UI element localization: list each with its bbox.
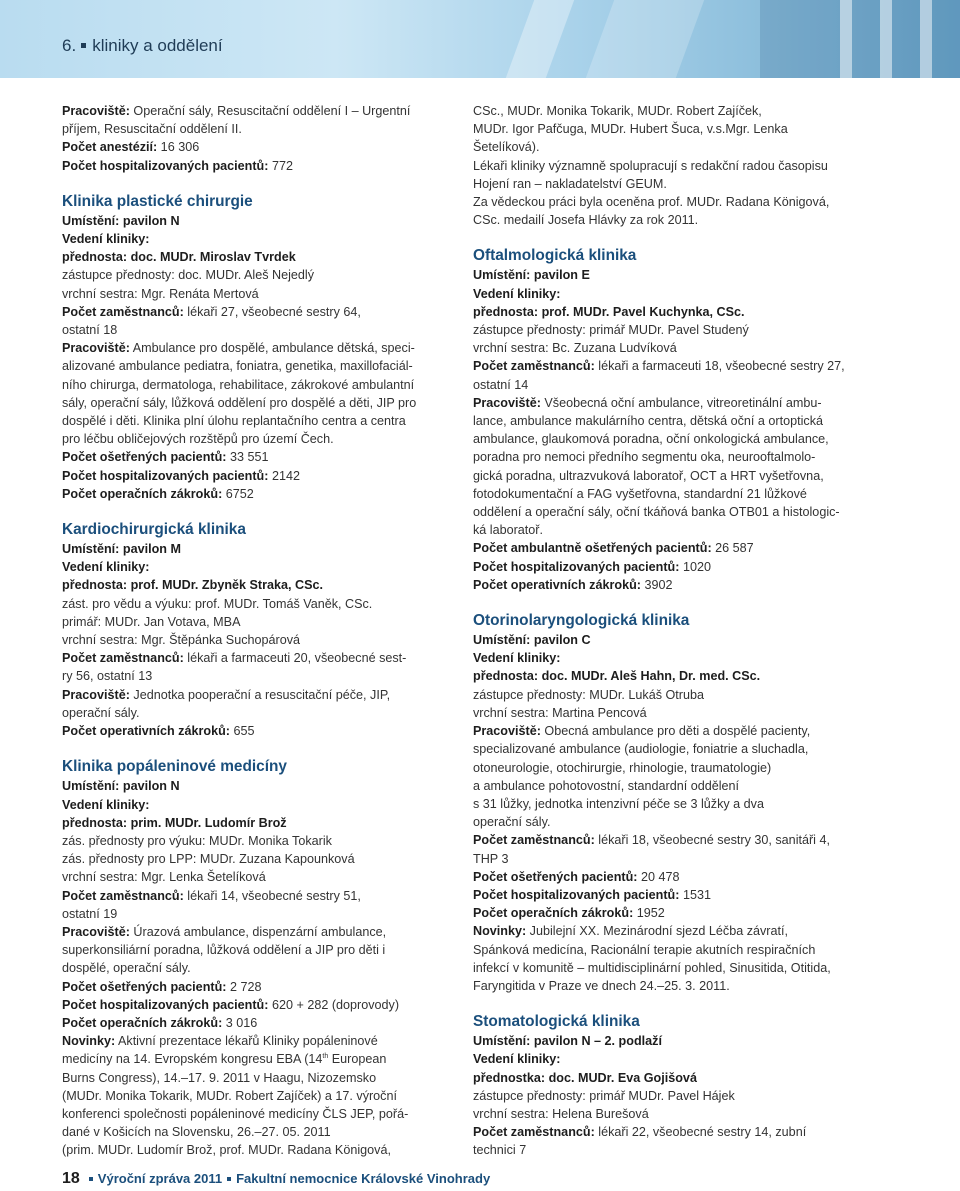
text-line [473,321,868,339]
text-line [473,576,868,594]
text-line [473,941,868,959]
text-line [473,831,868,849]
field-value: Obecná ambulance pro děti a dospělé pacienty, [540,724,811,739]
text-line [62,941,440,959]
text-line [473,539,868,557]
field-label: Počet ošetřených pacientů: [62,979,227,994]
field-label: Pracoviště: [62,341,130,356]
text-line: (MUDr. Monika Tokarik, MUDr. Robert Zajíček) a 17. výroční [62,1088,397,1103]
field-value: a ambulance pohotovostní, standardní oddělení [473,778,740,793]
text-line: CSc. medailí Josefa Hlávky za rok 2011. [473,213,699,228]
text-line [62,796,440,814]
field-value: 3 016 [222,1015,258,1030]
field-value: Ambulance pro dospělé, ambulance dětská, speci- [129,341,415,356]
field-value: operační sály. [62,705,140,720]
field-value: superkonsiliární poradna, lůžková oddělení a JIP pro děti i [62,943,386,958]
text-line [62,558,440,576]
text-line [62,157,440,175]
text-line [62,868,440,886]
text-line [473,868,868,886]
field-value: lékaři 27, všeobecné sestry 64, [183,304,361,319]
field-value: zás. přednosty pro výuku: MUDr. Monika Tokarik [62,833,332,848]
text-fragment: European [328,1052,387,1067]
field-label: Pracoviště: [62,687,130,702]
text-line [473,394,868,412]
field-value: sály, operační sály, lůžková oddělení pro dospělé a děti, JIP pro [62,395,417,410]
field-value: vrchní sestra: Martina Pencová [473,705,647,720]
field-value: ostatní 14 [473,377,529,392]
field-value: infekcí v komunitě – multidisciplinární pohled, Sinusitida, Otitida, [473,960,831,975]
field-label: přednostka: doc. MUDr. Eva Gojišová [473,1070,697,1085]
field-label: Počet zaměstnanců: [473,359,595,374]
header-photo-stripe [506,0,574,78]
field-label: Umístění: pavilon E [473,268,590,283]
field-value: 772 [268,158,293,173]
field-value: příjem, Resuscitační oddělení II. [62,122,242,137]
text-line [62,959,440,977]
section-title-stomatology: Stomatologická klinika [473,1013,640,1031]
text-line [473,722,868,740]
text-line [473,1032,868,1050]
field-value: poradna pro nemoci předního segmentu oka, neurooftalmolo- [473,450,816,465]
field-value: lékaři 18, všeobecné sestry 30, sanitáři 4, [594,833,830,848]
text-line: MUDr. Igor Pafčuga, MUDr. Hubert Šuca, v.s.Mgr. Lenka [473,122,788,137]
field-value: THP 3 [473,851,509,866]
text-line [62,1050,440,1068]
field-value: 6752 [222,486,254,501]
field-value: vrchní sestra: Mgr. Lenka Šetelíková [62,870,266,885]
text-line [473,704,868,722]
field-value: lékaři a farmaceuti 20, všeobecné sest- [183,651,407,666]
text-line: (prim. MUDr. Ludomír Brož, prof. MUDr. Radana Königová, [62,1143,391,1158]
text-line [62,1014,440,1032]
field-label: Umístění: pavilon M [62,542,181,557]
text-line [473,795,868,813]
text-line [62,686,440,704]
header-photo-stripe [880,0,892,78]
field-value: zástupce přednosty: primář MUDr. Pavel Studený [473,323,749,338]
text-line: Hojení ran – nakladatelství GEUM. [473,176,667,191]
field-label: Pracoviště: [62,104,130,118]
text-line [473,521,868,539]
field-label: Počet zaměstnanců: [62,304,184,319]
text-line [62,120,440,138]
field-value: Operační sály, Resuscitační oddělení I – Urgentní [129,104,411,118]
field-value: 26 587 [711,541,754,556]
field-value: operační sály. [473,815,551,830]
text-line [62,376,440,394]
burn-medicine-tail [62,1069,440,1160]
text-line [62,448,440,466]
field-label: Počet operačních zákroků: [62,1015,223,1030]
section-title-otorhinolaryngology: Otorinolaryngologická klinika [473,612,690,630]
field-label: Počet zaměstnanců: [473,833,595,848]
text-line [473,467,868,485]
text-line [473,850,868,868]
section-title-burn-medicine: Klinika popáleninové medicíny [62,758,287,776]
text-line [62,266,440,284]
plastic-surgery-block [62,212,440,503]
field-value: 1531 [679,887,711,902]
field-value: Faryngitida v Praze ve dnech 24.–25. 3. 2011. [473,978,730,993]
text-line [62,412,440,430]
field-value: ry 56, ostatní 13 [62,669,153,684]
field-label: Počet hospitalizovaných pacientů: [62,468,269,483]
cardiac-surgery-block [62,540,440,740]
text-line [62,430,440,448]
text-line [473,649,868,667]
field-label: Umístění: pavilon N [62,779,180,794]
field-value: lance, ambulance makulárního centra, dětská oční a ortoptická [473,414,824,429]
text-line [62,777,440,795]
field-value: Jednotka pooperační a resuscitační péče, JIP, [129,687,391,702]
chapter-number: 6. [62,36,77,55]
field-value: dospělé, operační sály. [62,961,191,976]
field-value: gická poradna, ultrazvuková laboratoř, OCT a HRT vyšetřovna, [473,468,824,483]
footer-publication: Výroční zpráva 2011 [97,1171,223,1186]
text-line [62,667,440,685]
field-label: Počet hospitalizovaných pacientů: [62,997,269,1012]
superscript: th [322,1053,329,1061]
field-label: Počet anestézií: [62,140,158,155]
field-label: Počet zaměstnanců: [62,651,184,666]
field-value: zástupce přednosty: doc. MUDr. Aleš Nejedlý [62,268,314,283]
field-label: Umístění: pavilon C [473,633,591,648]
stomatology-block [473,1032,868,1159]
header-photo-stripe [920,0,932,78]
field-label: Vedení kliniky: [62,560,150,575]
field-label: Počet ošetřených pacientů: [62,450,227,465]
text-line [62,540,440,558]
text-line [62,996,440,1014]
text-line [62,303,440,321]
text-line [62,357,440,375]
field-value: 3902 [640,577,673,592]
text-line [62,923,440,941]
text-line [62,595,440,613]
field-label: Umístění: pavilon N – 2. podlaží [473,1034,662,1049]
text-line [62,1032,440,1050]
text-line [62,576,440,594]
footer-hospital: Fakultní nemocnice Královské Vinohrady [236,1171,491,1186]
field-value: 655 [229,724,255,739]
field-value: Všeobecná oční ambulance, vitreoretinální ambu- [540,395,822,410]
field-value: vrchní sestra: Helena Burešová [473,1106,649,1121]
right-column [473,102,868,1160]
field-label: Vedení kliniky: [473,1052,561,1067]
field-label: Počet operačních zákroků: [62,486,223,501]
text-line [62,248,440,266]
field-value: Jubilejní XX. Mezinárodní sjezd Léčba závratí, [526,924,788,939]
field-value: ambulance, glaukomová poradna, oční onkologická ambulance, [473,432,829,447]
field-value: Úrazová ambulance, dispenzární ambulance, [129,924,387,939]
text-line [473,503,868,521]
burn-medicine-block [62,777,440,1050]
bullet-square-icon [227,1177,231,1181]
bullet-square-icon [89,1177,93,1181]
text-line [62,832,440,850]
field-value: 1020 [679,559,711,574]
field-label: přednosta: doc. MUDr. Aleš Hahn, Dr. med. CSc. [473,669,761,684]
field-value: Aktivní prezentace lékařů Kliniky popáleninové [115,1034,378,1049]
field-label: Počet operativních zákroků: [62,724,230,739]
field-label: Počet zaměstnanců: [473,1125,595,1140]
otorhinolaryngology-block [473,631,868,995]
text-line [473,977,868,995]
text-line: Burns Congress), 14.–17. 9. 2011 v Haagu, Nizozemsko [62,1070,377,1085]
left-column [62,102,440,1160]
field-value: zástupce přednosty: MUDr. Lukáš Otruba [473,687,704,702]
field-label: přednosta: prim. MUDr. Ludomír Brož [62,815,287,830]
field-value: 16 306 [157,140,200,155]
field-value: fotodokumentační a FAG vyšetřovna, standardní 21 lůžkové [473,486,807,501]
text-line [473,339,868,357]
text-line [62,631,440,649]
text-line [62,613,440,631]
text-line [62,285,440,303]
field-value: vrchní sestra: Bc. Zuzana Ludvíková [473,341,677,356]
text-line [62,394,440,412]
field-label: přednosta: prof. MUDr. Zbyněk Straka, CSc. [62,578,324,593]
text-line [473,759,868,777]
field-value: vrchní sestra: Mgr. Renáta Mertová [62,286,259,301]
intro-block [62,102,440,175]
text-line [473,1123,868,1141]
field-value: zástupce přednosty: primář MUDr. Pavel Hájek [473,1088,735,1103]
field-value: Spánková medicína, Racionální terapie akutních respiračních [473,942,816,957]
text-line [62,467,440,485]
field-label: Novinky: [473,924,527,939]
field-value: 1952 [633,906,665,921]
field-label: Počet hospitalizovaných pacientů: [473,887,680,902]
text-line: Lékaři kliniky významně spolupracují s redakční radou časopisu [473,158,828,173]
text-line [62,722,440,740]
field-value: ostatní 18 [62,323,118,338]
field-value: vrchní sestra: Mgr. Štěpánka Suchopárová [62,633,301,648]
text-line [473,904,868,922]
field-label: Počet ambulantně ošetřených pacientů: [473,541,712,556]
text-line [62,230,440,248]
text-line [62,978,440,996]
text-line: konferenci společnosti popáleninové medicíny ČLS JEP, pořá- [62,1106,409,1121]
field-value: specializované ambulance (audiologie, foniatrie a sluchadla, [473,742,809,757]
section-title-ophthalmology: Oftalmologická klinika [473,247,637,265]
field-value: alizované ambulance pediatra, foniatra, genetika, maxillofaciál- [62,359,413,374]
text-line [62,485,440,503]
field-value: zás. přednosty pro LPP: MUDr. Zuzana Kapounková [62,852,355,867]
field-value: technici 7 [473,1143,527,1158]
text-line [62,321,440,339]
field-label: Počet operačních zákroků: [473,906,634,921]
field-label: Vedení kliniky: [473,286,561,301]
field-value: s 31 lůžky, jednotka intenzivní péče se 3 lůžky a dva [473,796,764,811]
text-line [473,1069,868,1087]
field-value: dospělé i děti. Klinika plní úlohu replantačního centra a centra [62,414,406,429]
field-value: 33 551 [226,450,269,465]
field-label: Vedení kliniky: [62,232,150,247]
field-value: zást. pro vědu a výuku: prof. MUDr. Tomáš Vaněk, CSc. [62,596,373,611]
bullet-square-icon [81,43,86,48]
field-label: Počet hospitalizovaných pacientů: [62,158,269,173]
text-line [473,558,868,576]
field-label: Počet ošetřených pacientů: [473,869,638,884]
field-value: ká laboratoř. [473,523,544,538]
text-line: Za vědeckou práci byla oceněna prof. MUDr. Radana Königová, [473,195,830,210]
text-line [62,212,440,230]
field-label: Vedení kliniky: [62,797,150,812]
field-label: Pracoviště: [62,924,130,939]
field-label: Pracoviště: [473,395,541,410]
text-line [473,285,868,303]
text-line [62,339,440,357]
text-line [473,376,868,394]
text-line [473,886,868,904]
text-line [62,887,440,905]
text-line [473,922,868,940]
text-line [473,777,868,795]
field-value: oddělení a operační sály, oční tkáňová banka OTB01 a histologic- [473,505,840,520]
field-label: Počet hospitalizovaných pacientů: [473,559,680,574]
field-label: Počet zaměstnanců: [62,888,184,903]
field-value: 20 478 [637,869,680,884]
text-line [473,430,868,448]
text-line [473,1087,868,1105]
field-label: přednosta: prof. MUDr. Pavel Kuchynka, CSc. [473,304,745,319]
text-line: CSc., MUDr. Monika Tokarik, MUDr. Robert Zajíček, [473,104,762,118]
text-line [473,485,868,503]
field-label: Vedení kliniky: [473,651,561,666]
text-line [62,704,440,722]
field-value: otoneurologie, otochirurgie, rhinologie, traumatologie) [473,760,772,775]
text-line [62,814,440,832]
text-line [473,1105,868,1123]
field-value: primář: MUDr. Jan Votava, MBA [62,614,241,629]
field-value: 620 + 282 (doprovody) [268,997,400,1012]
header-photo-stripe [586,0,704,78]
text-line [473,740,868,758]
field-value: ního chirurga, dermatologa, rehabilitace, zákrokové ambulantní [62,377,415,392]
field-label: Umístění: pavilon N [62,213,180,228]
field-label: Pracoviště: [473,724,541,739]
field-value: lékaři 22, všeobecné sestry 14, zubní [594,1125,807,1140]
text-line [473,667,868,685]
field-value: 2 728 [226,979,262,994]
text-line [473,959,868,977]
text-line [62,649,440,667]
text-fragment: medicíny na 14. Evropském kongresu EBA (14 [62,1052,323,1067]
field-value: 2142 [268,468,300,483]
field-value: ostatní 19 [62,906,118,921]
text-line: dané v Košicích na Slovensku, 26.–27. 05. 2011 [62,1125,331,1140]
text-line [473,686,868,704]
field-value: lékaři 14, všeobecné sestry 51, [183,888,361,903]
text-line [473,357,868,375]
burn-continuation-block [473,102,868,229]
text-line [473,813,868,831]
page-footer [62,1170,490,1188]
ophthalmology-block [473,266,868,594]
text-line [473,1141,868,1159]
section-title-cardiac-surgery: Kardiochirurgická klinika [62,521,246,539]
text-line: Šetelíková). [473,140,540,155]
text-line [473,412,868,430]
text-line [62,102,440,120]
section-title-plastic-surgery: Klinika plastické chirurgie [62,192,253,210]
field-label: Počet operativních zákroků: [473,577,641,592]
text-line [473,1050,868,1068]
text-line [473,631,868,649]
text-line [473,303,868,321]
field-label: Novinky: [62,1034,116,1049]
page-header-band [0,0,960,78]
text-line [473,266,868,284]
page-number: 18 [62,1170,80,1187]
text-line [62,138,440,156]
text-line [473,448,868,466]
header-photo-stripe [840,0,852,78]
chapter-name: kliniky a oddělení [92,36,223,55]
chapter-title [62,36,223,56]
field-label: přednosta: doc. MUDr. Miroslav Tvrdek [62,250,296,265]
field-value: lékaři a farmaceuti 18, všeobecné sestry 27, [594,359,845,374]
text-line [62,905,440,923]
text-line [62,850,440,868]
field-value: pro léčbu obličejových rozštěpů pro území Čech. [62,432,334,447]
